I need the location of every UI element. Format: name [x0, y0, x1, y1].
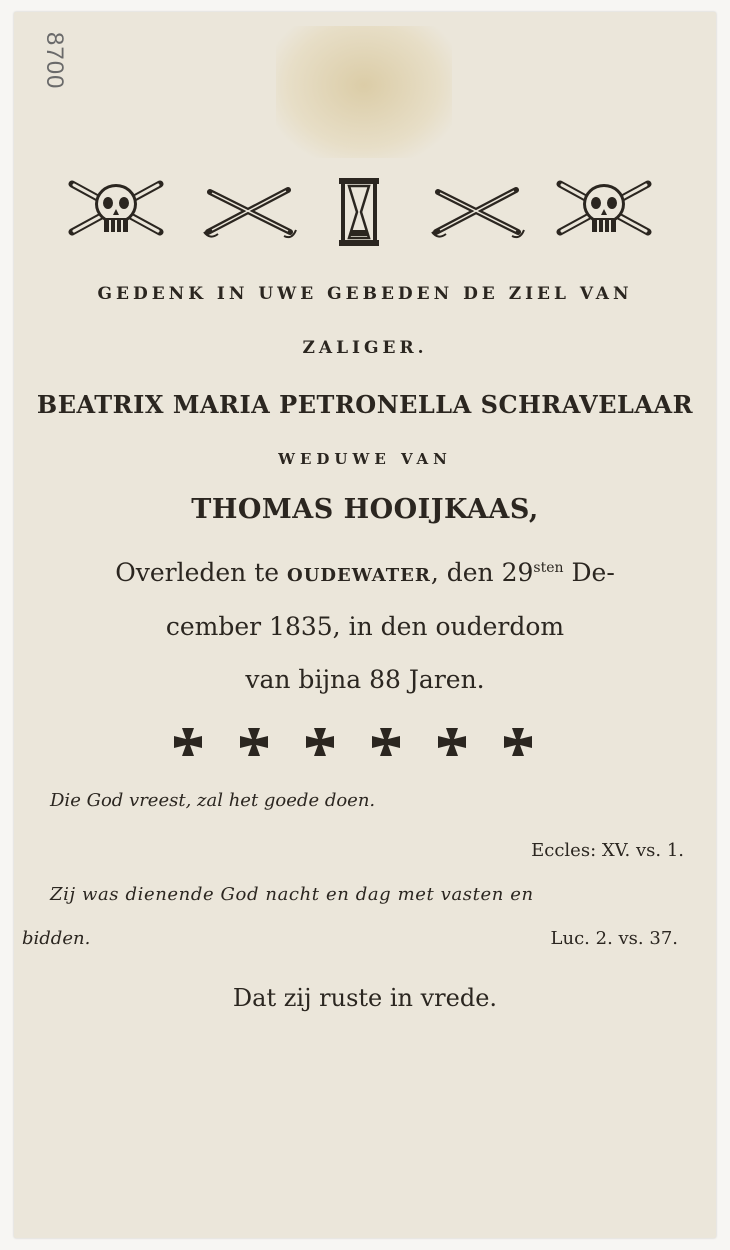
closing-line: Dat zij ruste in vrede.	[232, 984, 498, 1012]
skull-crossbones-icon	[62, 176, 170, 240]
quote-2-reference: Luc. 2. vs. 37.	[550, 928, 678, 949]
relation-label: WEDUWE VAN	[278, 450, 452, 468]
heading-line-2: ZALIGER.	[302, 338, 428, 358]
quote-1-reference: Eccles: XV. vs. 1.	[531, 840, 684, 861]
details-date-suffix: sten	[533, 560, 564, 576]
crossed-torches-icon-2	[428, 176, 526, 240]
details-place: OUDEWATER	[287, 565, 431, 586]
paper-stain	[276, 26, 452, 158]
quote-2-text-end: bidden.	[22, 928, 91, 949]
cross-pattee-icon	[172, 726, 204, 758]
crossed-torches-icon	[200, 176, 298, 240]
details-month-start: De-	[563, 558, 615, 587]
heading-line-1: GEDENK IN UWE GEBEDEN DE ZIEL VAN	[97, 284, 633, 304]
quote-1-text: Die God vreest, zal het goede doen.	[50, 790, 376, 811]
skull-crossbones-icon-2	[550, 176, 658, 240]
quote-2-text: Zij was dienende God nacht en dag met vasten en	[50, 884, 534, 905]
inventory-number: 8700	[41, 32, 68, 90]
cross-pattee-icon	[502, 726, 534, 758]
cross-pattee-icon	[304, 726, 336, 758]
hourglass-icon	[336, 176, 382, 248]
cross-pattee-icon	[436, 726, 468, 758]
details-died-at: Overleden te	[115, 558, 280, 587]
cross-pattee-icon	[370, 726, 402, 758]
details-date: , den 29	[430, 558, 534, 587]
details-line-3: van bijna 88 Jaren.	[245, 665, 485, 694]
details-line-1	[0, 558, 730, 587]
cross-pattee-icon	[238, 726, 270, 758]
deceased-name: BEATRIX MARIA PETRONELLA SCHRAVELAAR	[36, 390, 694, 419]
cross-ornament-row	[164, 726, 564, 766]
details-line-2: cember 1835, in den ouderdom	[165, 612, 565, 641]
spouse-name: THOMAS HOOIJKAAS,	[191, 494, 539, 525]
